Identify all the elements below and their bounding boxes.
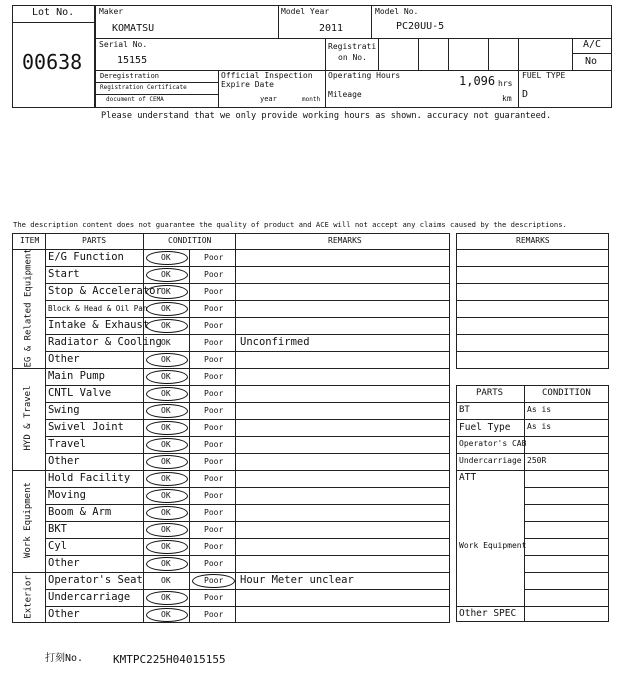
table-row	[45, 368, 450, 385]
right-condition-header: CONDITION	[542, 388, 591, 398]
poor-label: Poor	[204, 287, 224, 296]
ok-circle-mark	[146, 353, 188, 367]
ok-label: OK	[161, 355, 171, 364]
ok-circle-mark	[146, 268, 188, 282]
poor-label: Poor	[204, 338, 224, 347]
ok-circle-mark	[146, 591, 188, 605]
ok-label: OK	[161, 525, 171, 534]
fuel-type-label: FUEL TYPE	[522, 71, 566, 80]
ok-circle-mark	[146, 489, 188, 503]
undercarriage-value: 250R	[527, 456, 547, 465]
other-spec-label: Other SPEC	[459, 608, 517, 619]
part-name: Hold Facility	[48, 472, 131, 484]
ok-circle-mark	[146, 404, 188, 418]
fuel-type-value: D	[522, 89, 529, 100]
poor-label: Poor	[204, 508, 224, 517]
ok-label: OK	[161, 542, 171, 551]
ac-label: A/C	[583, 39, 602, 50]
poor-label: Poor	[204, 542, 224, 551]
undercarriage-label: Undercarriage	[459, 456, 522, 465]
group-label: HYD & Travel	[23, 385, 33, 451]
col-item-header: ITEM	[20, 236, 40, 245]
ok-circle-mark	[146, 370, 188, 384]
poor-label: Poor	[204, 440, 224, 449]
ok-label: OK	[161, 304, 171, 313]
part-name: CNTL Valve	[48, 387, 112, 399]
fuel-type-row-value: As is	[527, 422, 552, 431]
lot-label: Lot No.	[32, 7, 75, 18]
hours-notice: Please understand that we only provide working hours as shown. accuracy not guaranteed.	[101, 111, 552, 121]
ok-circle-mark	[146, 608, 188, 622]
poor-circle-mark	[192, 574, 235, 588]
fuel-type-row-label: Fuel Type	[459, 422, 511, 433]
operator-cab-label: Operator's CAB	[459, 439, 527, 448]
model-no-value: PC20UU-5	[396, 21, 445, 32]
part-name: BKT	[48, 523, 67, 535]
serial-value: 15155	[117, 55, 148, 66]
ok-label: OK	[161, 338, 171, 347]
ok-label: OK	[161, 440, 171, 449]
mileage-label: Mileage	[328, 90, 362, 99]
poor-label: Poor	[204, 355, 224, 364]
poor-label: Poor	[204, 457, 224, 466]
deregistration-label: Deregistration	[100, 72, 160, 80]
part-name: Swing	[48, 404, 80, 416]
part-name: Travel	[48, 438, 86, 450]
poor-label: Poor	[204, 270, 224, 279]
table-row	[45, 555, 450, 572]
model-no-label: Model No.	[375, 7, 419, 16]
maker-label: Maker	[99, 7, 124, 16]
part-name: Other	[48, 557, 80, 569]
table-row	[45, 436, 450, 453]
ok-circle-mark	[146, 285, 188, 299]
ok-circle-mark	[146, 438, 188, 452]
table-row	[45, 487, 450, 504]
remarks-box	[456, 233, 609, 369]
serial-label: Serial No.	[99, 40, 148, 49]
table-row	[45, 402, 450, 419]
poor-label: Poor	[204, 491, 224, 500]
ac-value: No	[585, 56, 598, 67]
table-row	[45, 266, 450, 283]
ok-label: OK	[161, 491, 171, 500]
part-name: Operator's Seat	[48, 574, 143, 586]
part-name: Radiator & Cooling	[48, 336, 162, 348]
poor-label: Poor	[204, 559, 224, 568]
col-parts-header: PARTS	[82, 236, 107, 245]
table-row	[45, 453, 450, 470]
part-name: Cyl	[48, 540, 67, 552]
poor-label: Poor	[204, 253, 224, 262]
ok-circle-mark	[146, 506, 188, 520]
registration-label-2: on No.	[338, 53, 367, 62]
right-remarks-header: REMARKS	[516, 236, 550, 245]
poor-label: Poor	[204, 525, 224, 534]
ok-label: OK	[161, 270, 171, 279]
ok-circle-mark	[146, 523, 188, 537]
part-name: Other	[48, 608, 80, 620]
bt-value: As is	[527, 405, 552, 414]
model-year-label: Model Year	[281, 7, 330, 16]
ok-label: OK	[161, 321, 171, 330]
hrs-unit: hrs	[498, 79, 513, 88]
ok-label: OK	[161, 559, 171, 568]
km-unit: km	[502, 94, 512, 103]
ok-circle-mark	[146, 472, 188, 486]
col-remarks-header: REMARKS	[328, 236, 362, 245]
ok-circle-mark	[146, 302, 188, 316]
part-name: Block & Head & Oil Pan	[48, 304, 148, 313]
poor-label: Poor	[204, 321, 224, 330]
table-row	[45, 538, 450, 555]
poor-label: Poor	[204, 593, 224, 602]
engraved-number: KMTPC225H04015155	[113, 653, 226, 666]
ok-circle-mark	[146, 421, 188, 435]
poor-label: Poor	[204, 372, 224, 381]
poor-label: Poor	[204, 474, 224, 483]
col-condition-header: CONDITION	[168, 236, 212, 245]
part-name: E/G Function	[48, 251, 124, 263]
right-parts-header: PARTS	[476, 388, 504, 398]
lot-number: 00638	[22, 50, 83, 74]
part-name: Other	[48, 353, 80, 365]
table-row	[45, 521, 450, 538]
month-label: month	[302, 96, 321, 103]
ok-label: OK	[161, 576, 171, 585]
ok-circle-mark	[146, 540, 188, 554]
ok-label: OK	[161, 287, 171, 296]
engraved-label: 打刻No.	[45, 653, 84, 664]
poor-label: Poor	[204, 389, 224, 398]
ok-label: OK	[161, 253, 171, 262]
poor-label: Poor	[204, 610, 224, 619]
registration-certificate-label: Registration Certificate	[100, 84, 187, 91]
registration-label: Registrati	[328, 42, 377, 51]
bt-label: BT	[459, 405, 470, 415]
part-name: Main Pump	[48, 370, 105, 382]
expire-date-label: Expire Date	[221, 80, 274, 89]
part-name: Moving	[48, 489, 86, 501]
part-name: Boom & Arm	[48, 506, 112, 518]
operating-hours-label: Operating Hours	[328, 71, 401, 80]
table-row	[45, 351, 450, 368]
poor-label: Poor	[204, 423, 224, 432]
part-name: Intake & Exhaust	[48, 319, 150, 331]
poor-label: Poor	[204, 304, 224, 313]
part-name: Stop & Accelerator	[48, 285, 162, 297]
ok-label: OK	[161, 508, 171, 517]
ok-circle-mark	[146, 455, 188, 469]
group-label: EG & Related Equipment	[23, 247, 33, 367]
poor-label: Poor	[204, 576, 224, 585]
ok-label: OK	[161, 423, 171, 432]
table-row	[45, 606, 450, 623]
operating-hours-value: 1,096	[459, 74, 496, 88]
remark-text: Unconfirmed	[240, 336, 310, 348]
ok-label: OK	[161, 610, 171, 619]
att-label: ATT	[459, 472, 477, 483]
official-inspection-label: Official Inspection	[221, 71, 313, 80]
ok-circle-mark	[146, 387, 188, 401]
part-name: Start	[48, 268, 80, 280]
disclaimer: The description content does not guarantee the quality of product and ACE will not accept any claims caused by the descriptions.	[13, 220, 567, 229]
part-name: Other	[48, 455, 80, 467]
work-equipment-label: Work Equipment	[459, 541, 527, 550]
group-label: Exterior	[23, 574, 33, 619]
ok-label: OK	[161, 372, 171, 381]
part-name: Undercarriage	[48, 591, 131, 603]
document-cema-label: document of CEMA	[106, 96, 164, 103]
poor-label: Poor	[204, 406, 224, 415]
ok-label: OK	[161, 406, 171, 415]
ok-circle-mark	[146, 557, 188, 571]
group-label: Work Equipment	[23, 482, 33, 558]
ok-circle-mark	[146, 251, 188, 265]
ok-label: OK	[161, 389, 171, 398]
remark-text: Hour Meter unclear	[240, 574, 354, 586]
maker-value: KOMATSU	[112, 23, 155, 34]
ok-label: OK	[161, 457, 171, 466]
model-year-value: 2011	[319, 23, 344, 34]
part-name: Swivel Joint	[48, 421, 124, 433]
year-label: year	[260, 95, 277, 103]
ok-label: OK	[161, 593, 171, 602]
ok-circle-mark	[146, 319, 188, 333]
ok-label: OK	[161, 474, 171, 483]
